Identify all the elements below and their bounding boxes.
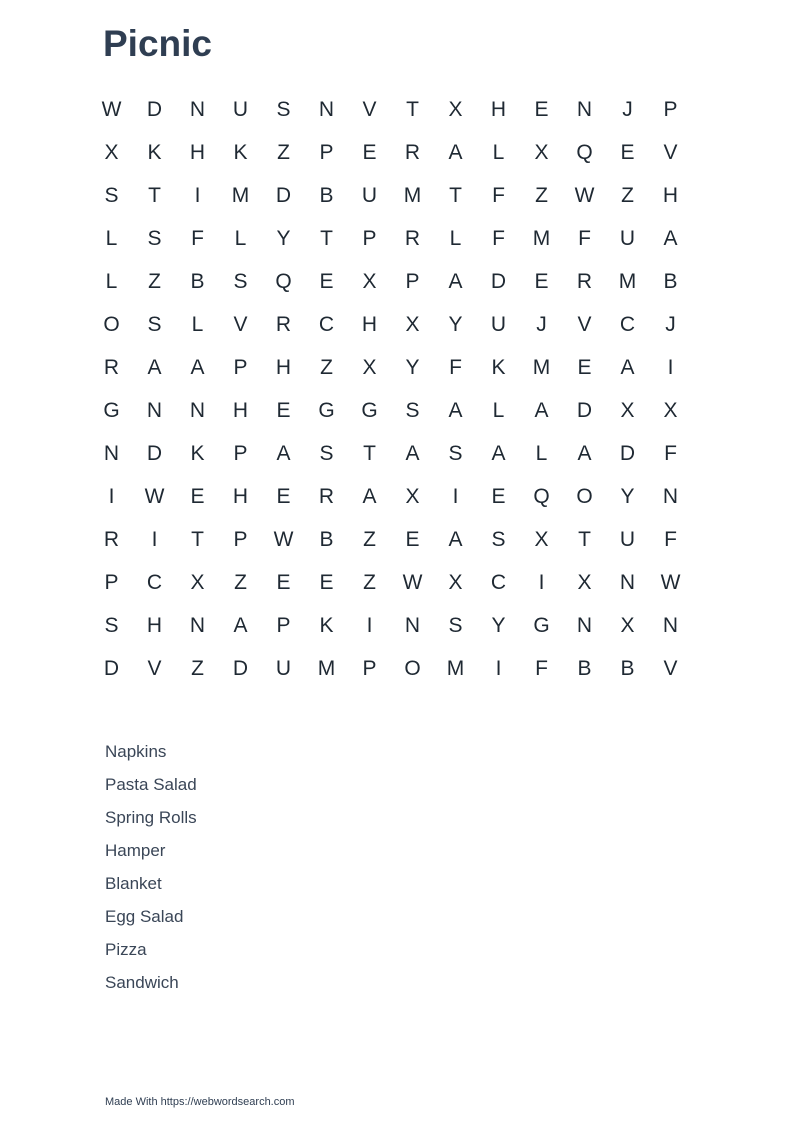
grid-letter: A [276,441,291,465]
grid-letter: P [362,226,377,250]
grid-letter: T [191,527,204,551]
grid-letter: W [101,97,122,121]
grid-letter: G [533,613,550,637]
grid-letter: D [146,97,163,121]
grid-letter: D [103,656,120,680]
grid-letter: X [620,613,635,637]
grid-letter: X [405,312,420,336]
grid-letter: Y [620,484,635,508]
grid-letter: A [448,140,463,164]
grid-letter: V [362,97,377,121]
grid-letter: H [232,398,249,422]
grid-letter: Y [405,355,420,379]
grid-letter: A [405,441,420,465]
grid-letter: X [534,140,549,164]
grid-letter: C [490,570,507,594]
grid-letter: M [532,355,551,379]
grid-letter: E [276,484,291,508]
grid-letter: U [232,97,249,121]
grid-letter: T [449,183,462,207]
grid-letter: M [446,656,465,680]
grid-letter: L [105,269,118,293]
grid-letter: Y [276,226,291,250]
grid-letter: B [319,527,334,551]
grid-letter: F [492,183,505,207]
grid-letter: S [104,183,119,207]
grid-letter: O [404,656,421,680]
grid-letter: U [361,183,378,207]
grid-letter: B [190,269,205,293]
grid-letter: V [233,312,248,336]
grid-letter: F [664,527,677,551]
grid-letter: R [576,269,593,293]
grid-letter: N [662,613,679,637]
grid-letter: F [578,226,591,250]
grid-letter: X [663,398,678,422]
grid-letter: L [234,226,247,250]
grid-letter: F [535,656,548,680]
grid-letter: I [194,183,201,207]
grid-letter: T [363,441,376,465]
grid-letter: J [622,97,633,121]
grid-letter: W [144,484,165,508]
grid-letter: E [319,269,334,293]
word-list-item: Sandwich [105,973,179,992]
word-list-item: Egg Salad [105,907,184,926]
grid-letter: M [231,183,250,207]
grid-letter: L [191,312,204,336]
grid-letter: R [275,312,292,336]
grid-letter: T [148,183,161,207]
grid-letter: F [449,355,462,379]
grid-letter: H [189,140,206,164]
grid-letter: S [405,398,420,422]
grid-letter: Z [621,183,634,207]
grid-letter: D [490,269,507,293]
grid-letter: Q [533,484,550,508]
grid-letter: Z [234,570,247,594]
grid-letter: F [492,226,505,250]
footer-credit: Made With https://webwordsearch.com [105,1096,295,1108]
grid-letter: B [663,269,678,293]
grid-letter: B [319,183,334,207]
grid-letter: Z [277,140,290,164]
grid-letter: N [404,613,421,637]
grid-letter: X [362,355,377,379]
grid-letter: R [318,484,335,508]
grid-letter: N [189,613,206,637]
grid-letter: A [577,441,592,465]
grid-letter: Y [448,312,463,336]
letter-grid [90,88,692,690]
grid-letter: I [538,570,545,594]
grid-letter: P [362,656,377,680]
grid-letter: I [151,527,158,551]
grid-letter: B [577,656,592,680]
grid-letter: S [276,97,291,121]
grid-letter: H [361,312,378,336]
grid-letter: K [233,140,248,164]
grid-letter: U [619,226,636,250]
grid-letter: N [146,398,163,422]
grid-letter: E [190,484,205,508]
grid-letter: F [191,226,204,250]
grid-letter: U [490,312,507,336]
grid-letter: L [105,226,118,250]
grid-letter: M [403,183,422,207]
grid-letter: I [452,484,459,508]
grid-letter: A [448,269,463,293]
grid-letter: X [448,97,463,121]
word-list-item: Napkins [105,742,167,761]
grid-letter: A [534,398,549,422]
grid-letter: C [318,312,335,336]
grid-letter: T [406,97,419,121]
grid-letter: E [362,140,377,164]
grid-letter: X [577,570,592,594]
grid-letter: A [620,355,635,379]
grid-letter: D [275,183,292,207]
grid-letter: R [103,527,120,551]
grid-letter: Q [576,140,593,164]
grid-letter: L [449,226,462,250]
grid-letter: E [534,97,549,121]
grid-letter: P [276,613,291,637]
grid-letter: N [318,97,335,121]
grid-letter: J [665,312,676,336]
grid-letter: X [620,398,635,422]
grid-letter: F [664,441,677,465]
grid-letter: X [104,140,119,164]
grid-letter: K [491,355,506,379]
grid-letter: W [574,183,595,207]
grid-letter: P [104,570,119,594]
grid-letter: E [534,269,549,293]
grid-letter: V [577,312,592,336]
grid-letter: R [404,226,421,250]
grid-letter: Z [191,656,204,680]
grid-letter: E [276,398,291,422]
grid-letter: S [147,312,162,336]
grid-letter: O [103,312,120,336]
grid-letter: H [490,97,507,121]
grid-letter: L [492,398,505,422]
grid-letter: V [663,656,678,680]
grid-letter: R [404,140,421,164]
grid-letter: I [108,484,115,508]
grid-letter: Z [148,269,161,293]
grid-letter: R [103,355,120,379]
grid-letter: X [362,269,377,293]
grid-letter: S [233,269,248,293]
grid-letter: D [232,656,249,680]
grid-letter: G [318,398,335,422]
word-list-item: Pasta Salad [105,775,197,794]
grid-letter: X [190,570,205,594]
grid-letter: H [232,484,249,508]
grid-letter: E [491,484,506,508]
grid-letter: A [362,484,377,508]
grid-letter: A [190,355,205,379]
grid-letter: T [578,527,591,551]
grid-letter: E [620,140,635,164]
grid-letter: W [402,570,423,594]
grid-letter: V [663,140,678,164]
grid-letter: S [448,613,463,637]
grid-letter: K [319,613,334,637]
grid-letter: N [103,441,120,465]
grid-letter: M [618,269,637,293]
grid-letter: P [233,355,248,379]
grid-letter: T [320,226,333,250]
grid-letter: L [535,441,548,465]
word-list-item: Blanket [105,874,162,893]
grid-letter: P [663,97,678,121]
grid-letter: Z [363,527,376,551]
grid-letter: S [147,226,162,250]
grid-letter: G [103,398,120,422]
grid-letter: N [189,398,206,422]
grid-letter: S [491,527,506,551]
word-list [105,735,197,999]
grid-letter: E [405,527,420,551]
grid-letter: P [405,269,420,293]
grid-letter: P [319,140,334,164]
word-list-item: Hamper [105,841,166,860]
grid-letter: J [536,312,547,336]
grid-letter: N [619,570,636,594]
grid-letter: H [275,355,292,379]
grid-letter: S [448,441,463,465]
grid-letter: E [319,570,334,594]
grid-letter: A [491,441,506,465]
grid-letter: E [276,570,291,594]
grid-letter: E [577,355,592,379]
grid-letter: D [146,441,163,465]
grid-letter: Z [363,570,376,594]
grid-letter: A [147,355,162,379]
grid-letter: C [146,570,163,594]
word-list-item: Pizza [105,940,147,959]
grid-letter: C [619,312,636,336]
grid-letter: I [366,613,373,637]
grid-letter: N [189,97,206,121]
grid-letter: D [619,441,636,465]
grid-letter: N [576,97,593,121]
grid-letter: V [147,656,162,680]
grid-letter: I [495,656,502,680]
grid-letter: X [534,527,549,551]
grid-letter: S [319,441,334,465]
grid-letter: M [532,226,551,250]
grid-letter: P [233,441,248,465]
grid-letter: U [619,527,636,551]
grid-letter: Z [320,355,333,379]
grid-letter: H [146,613,163,637]
grid-letter: O [576,484,593,508]
grid-letter: X [448,570,463,594]
page-title: Picnic [103,23,212,64]
grid-letter: A [663,226,678,250]
grid-letter: H [662,183,679,207]
grid-letter: P [233,527,248,551]
grid-letter: B [620,656,635,680]
grid-letter: D [576,398,593,422]
grid-letter: W [273,527,294,551]
grid-letter: I [667,355,674,379]
grid-letter: A [448,398,463,422]
grid-letter: A [448,527,463,551]
grid-letter: M [317,656,336,680]
word-list-item: Spring Rolls [105,808,197,827]
grid-letter: K [190,441,205,465]
grid-letter: N [576,613,593,637]
grid-letter: Z [535,183,548,207]
grid-letter: U [275,656,292,680]
grid-letter: S [104,613,119,637]
grid-letter: Q [275,269,292,293]
grid-letter: X [405,484,420,508]
grid-letter: Y [491,613,506,637]
grid-letter: W [660,570,681,594]
grid-letter: A [233,613,248,637]
grid-letter: L [492,140,505,164]
grid-letter: K [147,140,162,164]
grid-letter: G [361,398,378,422]
grid-letter: N [662,484,679,508]
